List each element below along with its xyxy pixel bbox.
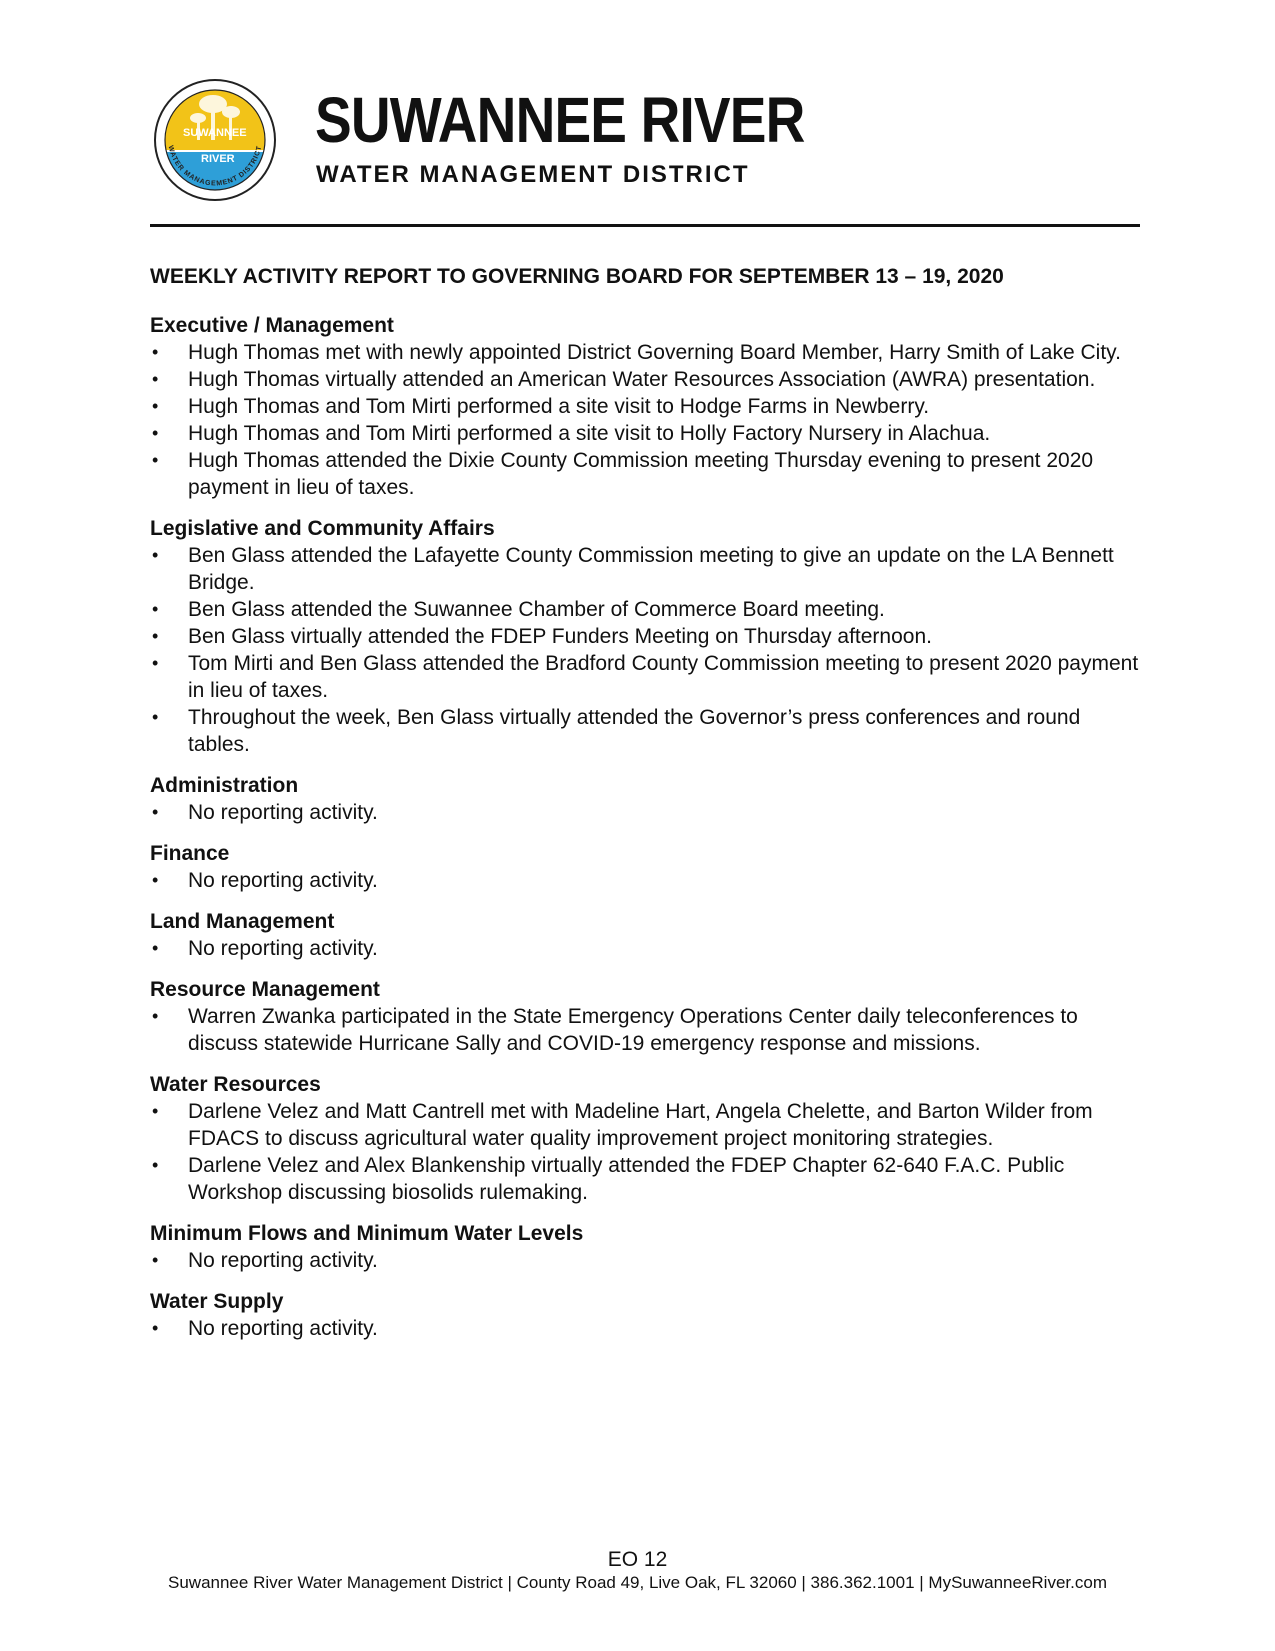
- list-item-text: Hugh Thomas and Tom Mirti performed a site visit to Hodge Farms in Newberry.: [188, 395, 930, 418]
- section-heading: Administration: [150, 774, 299, 797]
- organization-name: SUWANNEE RIVER: [315, 84, 805, 156]
- section-item-list: [150, 1315, 1140, 1342]
- list-item-text: Ben Glass attended the Suwannee Chamber of Commerce Board meeting.: [188, 598, 885, 621]
- report-body: [150, 262, 1140, 1356]
- header-divider: [150, 224, 1140, 227]
- section-item-list: [150, 1098, 1140, 1206]
- list-item: [150, 935, 1140, 962]
- section-heading: Executive / Management: [150, 314, 394, 337]
- bullet-icon: •: [152, 450, 159, 470]
- list-item-text: Warren Zwanka participated in the State Emergency Operations Center daily teleconferences to discuss statewide Hurricane Sally and COVID-19 emergency response and missions.: [188, 1005, 1078, 1055]
- organization-subtitle: WATER MANAGEMENT DISTRICT: [316, 161, 750, 188]
- section-heading: Water Supply: [150, 1290, 284, 1313]
- list-item: [150, 1003, 1140, 1057]
- bullet-icon: •: [152, 545, 159, 565]
- list-item: [150, 393, 1140, 420]
- bullet-icon: •: [152, 802, 159, 822]
- bullet-icon: •: [152, 342, 159, 362]
- report-section: [150, 976, 1140, 1057]
- list-item: [150, 1152, 1140, 1206]
- section-item-list: [150, 1247, 1140, 1274]
- bullet-icon: •: [152, 1318, 159, 1338]
- list-item-text: Hugh Thomas attended the Dixie County Commission meeting Thursday evening to present 2020 payment in lieu of taxes.: [188, 449, 1094, 499]
- section-heading: Land Management: [150, 910, 335, 933]
- report-sections: [150, 312, 1140, 1342]
- bullet-icon: •: [152, 396, 159, 416]
- list-item-text: Darlene Velez and Alex Blankenship virtually attended the FDEP Chapter 62-640 F.A.C. Public Workshop discussing biosolids rulemaking.: [188, 1154, 1065, 1204]
- list-item: [150, 366, 1140, 393]
- report-section: [150, 312, 1140, 501]
- list-item-text: Ben Glass virtually attended the FDEP Funders Meeting on Thursday afternoon.: [188, 625, 932, 648]
- logo-text-mid: RIVER: [201, 153, 235, 165]
- section-item-list: [150, 542, 1140, 758]
- list-item: [150, 704, 1140, 758]
- list-item: [150, 1098, 1140, 1152]
- bullet-icon: •: [152, 1101, 159, 1121]
- list-item: [150, 650, 1140, 704]
- logo-text-top: SUWANNEE: [183, 127, 247, 139]
- footer-contact-line: Suwannee River Water Management District | County Road 49, Live Oak, FL 32060 | 386.362.1001 | MySuwanneeRiver.com: [168, 1573, 1107, 1592]
- list-item: [150, 867, 1140, 894]
- section-item-list: [150, 867, 1140, 894]
- bullet-icon: •: [152, 707, 159, 727]
- list-item-text: No reporting activity.: [188, 1317, 378, 1340]
- bullet-icon: •: [152, 369, 159, 389]
- list-item-text: Hugh Thomas virtually attended an American Water Resources Association (AWRA) presentation.: [188, 368, 1096, 391]
- report-title: WEEKLY ACTIVITY REPORT TO GOVERNING BOARD FOR SEPTEMBER 13 – 19, 2020: [150, 265, 1004, 288]
- list-item-text: Hugh Thomas met with newly appointed District Governing Board Member, Harry Smith of Lake City.: [188, 341, 1121, 364]
- list-item-text: No reporting activity.: [188, 801, 378, 824]
- page-number: EO 12: [607, 1548, 668, 1571]
- bullet-icon: •: [152, 423, 159, 443]
- list-item: [150, 339, 1140, 366]
- district-logo: [153, 78, 277, 202]
- bullet-icon: •: [152, 653, 159, 673]
- bullet-icon: •: [152, 870, 159, 890]
- bullet-icon: •: [152, 938, 159, 958]
- report-section: [150, 908, 1140, 962]
- report-section: [150, 840, 1140, 894]
- list-item: [150, 799, 1140, 826]
- list-item-text: Ben Glass attended the Lafayette County Commission meeting to give an update on the LA Bennett Bridge.: [188, 544, 1114, 594]
- bullet-icon: •: [152, 1006, 159, 1026]
- list-item: [150, 596, 1140, 623]
- bullet-icon: •: [152, 1250, 159, 1270]
- section-heading: Minimum Flows and Minimum Water Levels: [150, 1222, 584, 1245]
- section-heading: Resource Management: [150, 978, 380, 1001]
- section-item-list: [150, 339, 1140, 501]
- bullet-icon: •: [152, 626, 159, 646]
- report-section: [150, 1071, 1140, 1206]
- bullet-icon: •: [152, 599, 159, 619]
- list-item-text: Tom Mirti and Ben Glass attended the Bradford County Commission meeting to present 2020 payment in lieu of taxes.: [188, 652, 1139, 702]
- report-section: [150, 1220, 1140, 1274]
- report-section: [150, 1288, 1140, 1342]
- report-section: [150, 515, 1140, 758]
- list-item: [150, 1247, 1140, 1274]
- list-item: [150, 447, 1140, 501]
- bullet-icon: •: [152, 1155, 159, 1175]
- list-item-text: Darlene Velez and Matt Cantrell met with Madeline Hart, Angela Chelette, and Barton Wilder from FDACS to discuss agricultural water quality improvement project monitoring strategies.: [188, 1100, 1093, 1150]
- list-item-text: No reporting activity.: [188, 1249, 378, 1272]
- list-item-text: No reporting activity.: [188, 869, 378, 892]
- report-section: [150, 772, 1140, 826]
- list-item: [150, 542, 1140, 596]
- section-item-list: [150, 1003, 1140, 1057]
- list-item: [150, 623, 1140, 650]
- logo-ring-text: WATER MANAGEMENT DISTRICT: [166, 144, 264, 188]
- section-heading: Legislative and Community Affairs: [150, 517, 495, 540]
- section-heading: Water Resources: [150, 1073, 321, 1096]
- list-item-text: Hugh Thomas and Tom Mirti performed a site visit to Holly Factory Nursery in Alachua.: [188, 422, 991, 445]
- list-item: [150, 420, 1140, 447]
- section-item-list: [150, 799, 1140, 826]
- list-item: [150, 1315, 1140, 1342]
- section-item-list: [150, 935, 1140, 962]
- section-heading: Finance: [150, 842, 230, 865]
- list-item-text: Throughout the week, Ben Glass virtually attended the Governor’s press conferences and round tables.: [188, 706, 1081, 756]
- list-item-text: No reporting activity.: [188, 937, 378, 960]
